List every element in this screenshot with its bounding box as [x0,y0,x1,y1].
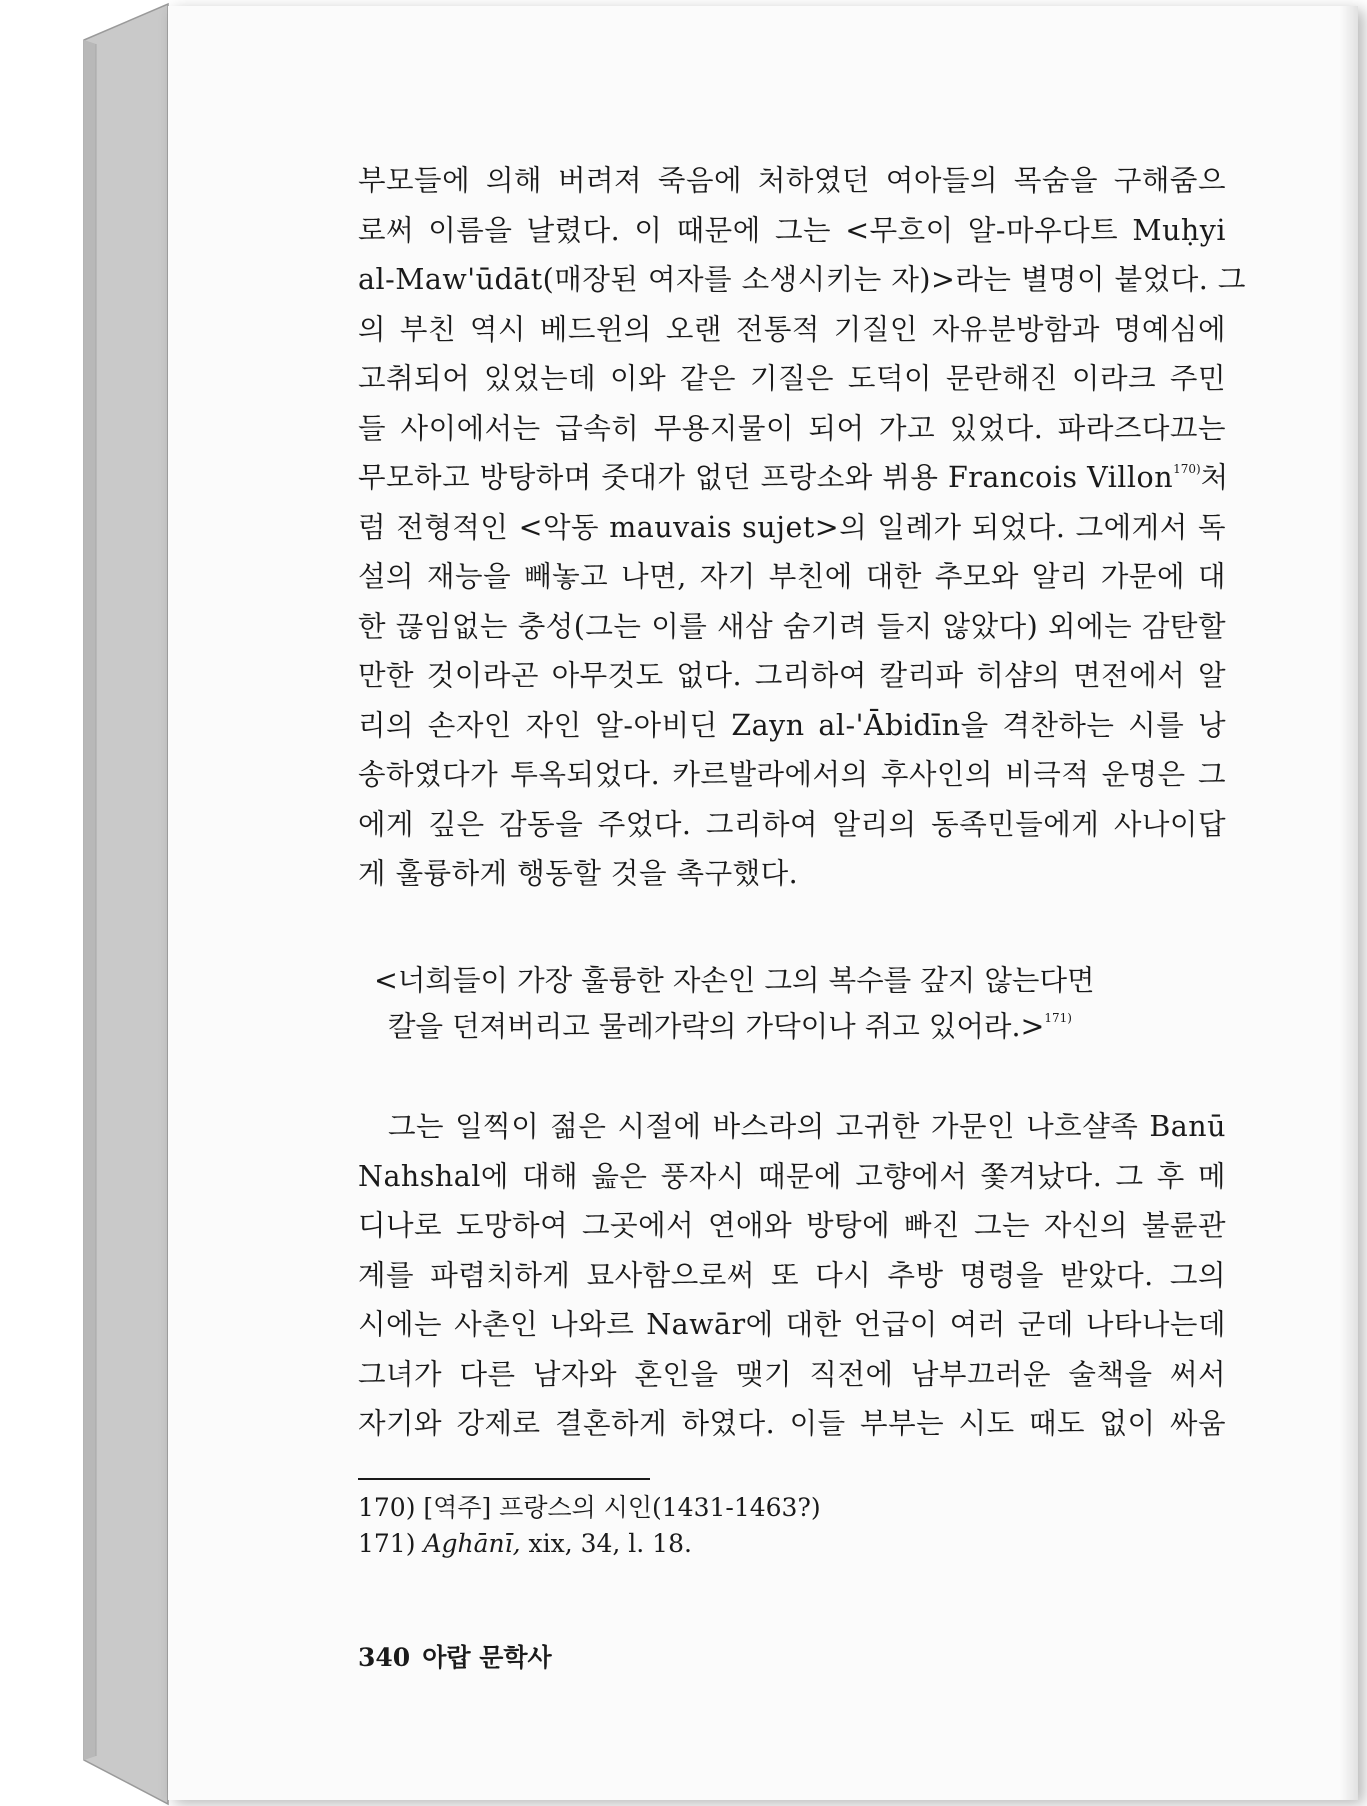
text-line-tail: 처 [1200,461,1229,494]
footnotes [358,1490,821,1562]
text-line: 그녀가 다른 남자와 혼인을 맺기 직전에 남부끄러운 술책을 써서 [358,1357,1226,1391]
text-line: 에게 깊은 감동을 주었다. 그리하여 알리의 동족민들에게 사나이답 [358,807,1226,841]
footnote-ref-171[interactable]: 171) [1044,1011,1072,1025]
footnote-171-number: 171) [358,1529,416,1558]
text-line: 리의 손자인 자인 알-아비딘 Zayn al-'Ābidīn을 격찬하는 시를 낭 [358,708,1226,742]
text-line: 게 훌륭하게 행동할 것을 촉구했다. [358,857,799,890]
footnote-171 [358,1526,821,1562]
text-line-with-footnote [358,453,1229,503]
text-line-main: 무모하고 방탕하며 줏대가 없던 프랑소와 뷔용 Francois Villon [358,461,1174,494]
footnote-170: 170) [역주] 프랑스의 시인(1431-1463?) [358,1493,821,1522]
text-line: 자기와 강제로 결혼하게 하였다. 이들 부부는 시도 때도 없이 싸움 [358,1407,1226,1440]
text-line: 부모들에 의해 버려져 죽음에 처하였던 여아들의 목숨을 구해줌으 [358,164,1226,197]
page-number: 340 [358,1643,411,1672]
text-line: 송하였다가 투옥되었다. 카르발라에서의 후사인의 비극적 운명은 그 [358,758,1226,791]
text-line: 설의 재능을 빼놓고 나면, 자기 부친에 대한 추모와 알리 가문에 대 [358,560,1226,593]
verse-line-main: 칼을 던져버리고 물레가락의 가닥이나 쥐고 있어라.> [388,1010,1045,1043]
text-line: 계를 파렴치하게 묘사함으로써 또 다시 추방 명령을 받았다. 그의 [358,1258,1226,1292]
text-line: 그는 일찍이 젊은 시절에 바스라의 고귀한 가문인 나흐샬족 Banū [388,1110,1226,1143]
footnote-171-source: Aghānī, [423,1529,521,1558]
verse-line: <너희들이 가장 훌륭한 자손인 그의 복수를 갚지 않는다면 [374,964,1095,997]
text-line: 디나로 도망하여 그곳에서 연애와 방탕에 빠진 그는 자신의 불륜관 [358,1209,1226,1242]
page-footer [358,1638,552,1674]
text-line: 럼 전형적인 <악동 mauvais sujet>의 일례가 되었다. 그에게서 독 [358,510,1226,544]
text-line: 시에는 사촌인 나와르 Nawār에 대한 언급이 여러 군데 나타나는데 [358,1308,1226,1341]
body-paragraph-2 [358,1102,1226,1449]
text-line: 한 끊임없는 충성(그는 이를 새삼 숨기려 들지 않았다) 외에는 감탄할 [358,609,1226,643]
footnote-divider [358,1478,650,1480]
body-paragraph-1 [358,156,1246,899]
footnote-171-ref: xix, 34, l. 18. [528,1529,692,1558]
text-line: 고취되어 있었는데 이와 같은 기질은 도덕이 문란해진 이라크 주민 [358,362,1226,395]
text-line: Nahshal에 대해 읊은 풍자시 때문에 고향에서 쫓겨났다. 그 후 메 [358,1159,1226,1193]
verse-quote [374,958,1095,1050]
verse-line-with-footnote [374,1004,1095,1050]
text-line: 의 부친 역시 베드윈의 오랜 전통적 기질인 자유분방함과 명예심에 [358,312,1226,346]
text-line: 로써 이름을 날렸다. 이 때문에 그는 <무흐이 알-마우다트 Muḥyi [358,213,1226,247]
text-line: al-Maw'ūdāt(매장된 여자를 소생시키는 자)>라는 별명이 붙었다. 그 [358,263,1246,296]
book-page [168,6,1358,1800]
text-line: 들 사이에서는 급속히 무용지물이 되어 가고 있었다. 파라즈다끄는 [358,411,1226,445]
footnote-ref-170[interactable]: 170) [1173,462,1201,476]
text-line: 만한 것이라곤 아무것도 없다. 그리하여 칼리파 히샴의 면전에서 알 [358,659,1226,692]
running-title: 아랍 문학사 [422,1643,552,1672]
